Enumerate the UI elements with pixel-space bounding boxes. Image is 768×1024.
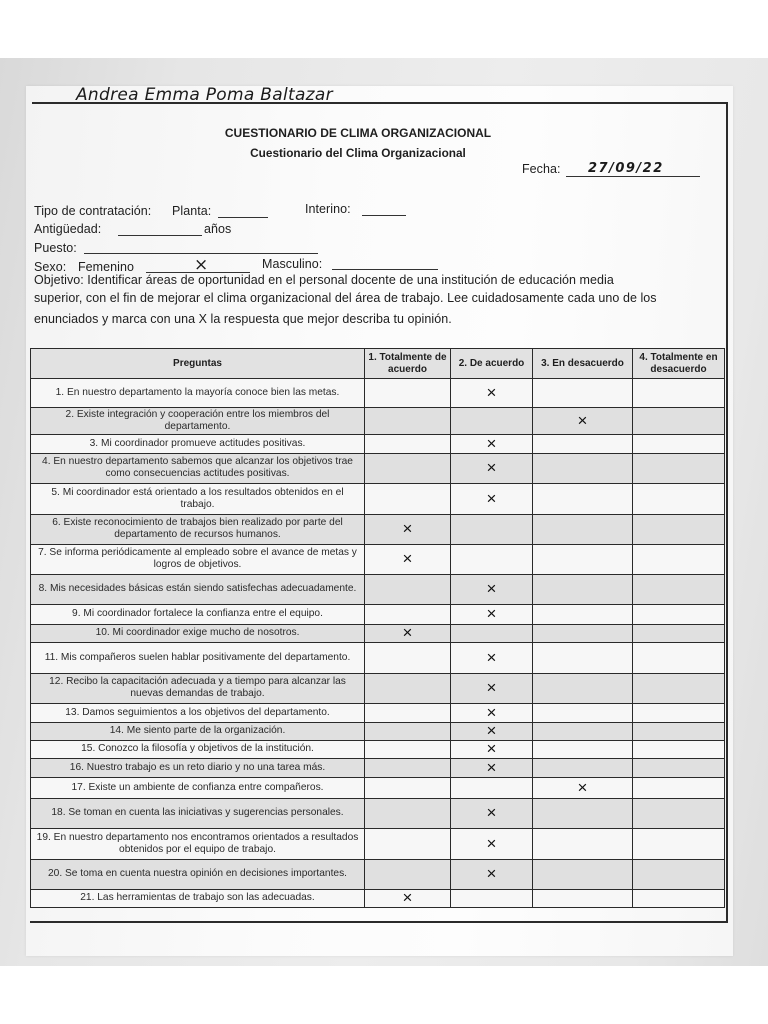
- header-totalmente-en-desacuerdo: 4. Totalmente en desacuerdo: [633, 349, 725, 379]
- answer-cell-option-2[interactable]: [451, 740, 533, 758]
- answer-cell-option-4[interactable]: [633, 453, 725, 483]
- table-row: [31, 673, 725, 703]
- x-mark: ×: [402, 888, 413, 908]
- table-row: [31, 574, 725, 604]
- answer-cell-option-3[interactable]: [533, 642, 633, 673]
- answer-cell-option-3[interactable]: [533, 514, 633, 544]
- masculino-label: Masculino:: [262, 257, 323, 271]
- question-text: 2. Existe integración y cooperación entre los miembros del departamento.: [31, 408, 365, 435]
- answer-cell-option-1[interactable]: [365, 740, 451, 758]
- sexo-label: Sexo:: [34, 260, 67, 274]
- answer-cell-option-4[interactable]: [633, 740, 725, 758]
- fecha-underline: [566, 176, 700, 177]
- answer-cell-option-2[interactable]: [451, 828, 533, 859]
- question-text: 20. Se toma en cuenta nuestra opinión en decisiones importantes.: [31, 859, 365, 889]
- interino-label: Interino:: [305, 202, 351, 216]
- answer-cell-option-2[interactable]: [451, 379, 533, 408]
- question-text: 14. Me siento parte de la organización.: [31, 722, 365, 740]
- table-row: [31, 544, 725, 574]
- answer-cell-option-2[interactable]: [451, 514, 533, 544]
- answer-cell-option-3[interactable]: [533, 408, 633, 435]
- answer-cell-option-1[interactable]: [365, 722, 451, 740]
- question-text: 8. Mis necesidades básicas están siendo satisfechas adecuadamente.: [31, 574, 365, 604]
- answer-cell-option-4[interactable]: [633, 703, 725, 722]
- x-mark: ×: [486, 579, 497, 599]
- answer-cell-option-4[interactable]: [633, 574, 725, 604]
- table-row: [31, 434, 725, 453]
- answer-cell-option-4[interactable]: [633, 673, 725, 703]
- x-mark: ×: [486, 458, 497, 478]
- x-mark: ×: [486, 864, 497, 884]
- answer-cell-option-1[interactable]: [365, 624, 451, 642]
- answer-cell-option-1[interactable]: [365, 758, 451, 777]
- x-mark: ×: [486, 833, 497, 853]
- question-text: 5. Mi coordinador está orientado a los resultados obtenidos en el trabajo.: [31, 483, 365, 514]
- answer-cell-option-1[interactable]: [365, 453, 451, 483]
- question-text: 4. En nuestro departamento sabemos que alcanzar los objetivos trae como consecuencias actitudes positivas.: [31, 453, 365, 483]
- questions-table: [30, 348, 725, 908]
- anos-label: años: [204, 222, 232, 236]
- table-row: [31, 483, 725, 514]
- answer-cell-option-1[interactable]: [365, 514, 451, 544]
- answer-cell-option-2[interactable]: [451, 703, 533, 722]
- question-text: 19. En nuestro departamento nos encontramos orientados a resultados obtenidos por el equipo de trabajo.: [31, 828, 365, 859]
- answer-cell-option-2[interactable]: [451, 642, 533, 673]
- answer-cell-option-1[interactable]: [365, 798, 451, 828]
- answer-cell-option-1[interactable]: [365, 703, 451, 722]
- answer-cell-option-1[interactable]: [365, 889, 451, 907]
- table-row: [31, 740, 725, 758]
- answer-cell-option-2[interactable]: [451, 777, 533, 798]
- x-mark: ×: [486, 433, 497, 453]
- answer-cell-option-2[interactable]: [451, 604, 533, 624]
- question-text: 16. Nuestro trabajo es un reto diario y no una tarea más.: [31, 758, 365, 777]
- answer-cell-option-3[interactable]: [533, 604, 633, 624]
- answer-cell-option-3[interactable]: [533, 859, 633, 889]
- answer-cell-option-1[interactable]: [365, 544, 451, 574]
- objetivo-line-2: superior, con el fin de mejorar el clima organizacional del área de trabajo. Lee cuidadosamente cada uno de los: [34, 291, 657, 305]
- question-text: 13. Damos seguimientos a los objetivos del departamento.: [31, 703, 365, 722]
- x-mark: ×: [577, 777, 588, 797]
- answer-cell-option-1[interactable]: [365, 859, 451, 889]
- answer-cell-option-2[interactable]: [451, 859, 533, 889]
- answer-cell-option-3[interactable]: [533, 740, 633, 758]
- respondent-name: Andrea Emma Poma Baltazar: [76, 85, 333, 105]
- header-preguntas: Preguntas: [31, 349, 365, 379]
- puesto-field[interactable]: [84, 253, 318, 254]
- x-mark: ×: [486, 604, 497, 624]
- x-mark: ×: [486, 757, 497, 777]
- answer-cell-option-4[interactable]: [633, 828, 725, 859]
- question-text: 18. Se toman en cuenta las iniciativas y sugerencias personales.: [31, 798, 365, 828]
- x-mark: ×: [486, 488, 497, 508]
- answer-cell-option-4[interactable]: [633, 434, 725, 453]
- answer-cell-option-2[interactable]: [451, 798, 533, 828]
- frame-right-line: [726, 102, 728, 922]
- answer-cell-option-2[interactable]: [451, 722, 533, 740]
- x-mark: ×: [577, 410, 588, 430]
- frame-bottom-line: [30, 921, 728, 923]
- antiguedad-field[interactable]: [118, 235, 202, 236]
- header-totalmente-de-acuerdo: 1. Totalmente de acuerdo: [365, 349, 451, 379]
- objetivo-line-1: Objetivo: Identificar áreas de oportunidad en el personal docente de una institución de educación media: [34, 273, 614, 287]
- question-text: 7. Se informa periódicamente al empleado sobre el avance de metas y logros de objetivos.: [31, 544, 365, 574]
- document-subtitle: Cuestionario del Clima Organizacional: [250, 146, 466, 160]
- masculino-field[interactable]: [332, 269, 438, 270]
- answer-cell-option-3[interactable]: [533, 722, 633, 740]
- answer-cell-option-3[interactable]: [533, 483, 633, 514]
- fecha-label: Fecha:: [522, 162, 561, 176]
- answer-cell-option-1[interactable]: [365, 434, 451, 453]
- answer-cell-option-1[interactable]: [365, 642, 451, 673]
- question-text: 3. Mi coordinador promueve actitudes positivas.: [31, 434, 365, 453]
- x-mark: ×: [402, 549, 413, 569]
- answer-cell-option-1[interactable]: [365, 379, 451, 408]
- table-row: [31, 828, 725, 859]
- femenino-mark: ×: [194, 255, 209, 275]
- x-mark: ×: [486, 803, 497, 823]
- header-en-desacuerdo: 3. En desacuerdo: [533, 349, 633, 379]
- fecha-value: 27/09/22: [588, 161, 664, 176]
- answer-cell-option-2[interactable]: [451, 758, 533, 777]
- answer-cell-option-4[interactable]: [633, 859, 725, 889]
- tipo-contratacion-label: Tipo de contratación:: [34, 204, 152, 218]
- answer-cell-option-4[interactable]: [633, 514, 725, 544]
- answer-cell-option-3[interactable]: [533, 703, 633, 722]
- answer-cell-option-3[interactable]: [533, 758, 633, 777]
- answer-cell-option-1[interactable]: [365, 777, 451, 798]
- table-row: [31, 859, 725, 889]
- answer-cell-option-2[interactable]: [451, 483, 533, 514]
- question-text: 12. Recibo la capacitación adecuada y a tiempo para alcanzar las nuevas demandas de trabajo.: [31, 673, 365, 703]
- femenino-label: Femenino: [78, 260, 134, 274]
- question-text: 6. Existe reconocimiento de trabajos bien realizado por parte del departamento de recursos humanos.: [31, 514, 365, 544]
- table-row: [31, 703, 725, 722]
- answer-cell-option-2[interactable]: [451, 544, 533, 574]
- table-row: [31, 889, 725, 907]
- table-row: [31, 408, 725, 435]
- answer-cell-option-1[interactable]: [365, 604, 451, 624]
- header-de-acuerdo: 2. De acuerdo: [451, 349, 533, 379]
- question-text: 9. Mi coordinador fortalece la confianza entre el equipo.: [31, 604, 365, 624]
- answer-cell-option-2[interactable]: [451, 673, 533, 703]
- answer-cell-option-2[interactable]: [451, 574, 533, 604]
- x-mark: ×: [486, 678, 497, 698]
- table-row: [31, 777, 725, 798]
- question-text: 21. Las herramientas de trabajo son las adecuadas.: [31, 889, 365, 907]
- answer-cell-option-1[interactable]: [365, 483, 451, 514]
- answer-cell-option-3[interactable]: [533, 624, 633, 642]
- answer-cell-option-4[interactable]: [633, 379, 725, 408]
- table-row: [31, 758, 725, 777]
- answer-cell-option-2[interactable]: [451, 624, 533, 642]
- x-mark: ×: [486, 647, 497, 667]
- question-text: 11. Mis compañeros suelen hablar positivamente del departamento.: [31, 642, 365, 673]
- table-row: [31, 722, 725, 740]
- answer-cell-option-4[interactable]: [633, 798, 725, 828]
- answer-cell-option-2[interactable]: [451, 889, 533, 907]
- answer-cell-option-3[interactable]: [533, 889, 633, 907]
- x-mark: ×: [402, 519, 413, 539]
- answer-cell-option-2[interactable]: [451, 434, 533, 453]
- answer-cell-option-1[interactable]: [365, 673, 451, 703]
- x-mark: ×: [486, 383, 497, 402]
- answer-cell-option-4[interactable]: [633, 544, 725, 574]
- question-text: 15. Conozco la filosofía y objetivos de la institución.: [31, 740, 365, 758]
- answer-cell-option-1[interactable]: [365, 828, 451, 859]
- planta-label: Planta:: [172, 204, 212, 218]
- answer-cell-option-4[interactable]: [633, 758, 725, 777]
- question-text: 17. Existe un ambiente de confianza entre compañeros.: [31, 777, 365, 798]
- table-row: [31, 624, 725, 642]
- puesto-label: Puesto:: [34, 241, 77, 255]
- table-row: [31, 642, 725, 673]
- answer-cell-option-3[interactable]: [533, 574, 633, 604]
- answer-cell-option-4[interactable]: [633, 624, 725, 642]
- answer-cell-option-3[interactable]: [533, 544, 633, 574]
- answer-cell-option-4[interactable]: [633, 642, 725, 673]
- answer-cell-option-4[interactable]: [633, 722, 725, 740]
- answer-cell-option-4[interactable]: [633, 604, 725, 624]
- answer-cell-option-4[interactable]: [633, 483, 725, 514]
- answer-cell-option-3[interactable]: [533, 434, 633, 453]
- interino-field[interactable]: [362, 215, 406, 216]
- answer-cell-option-4[interactable]: [633, 777, 725, 798]
- table-row: [31, 514, 725, 544]
- answer-cell-option-3[interactable]: [533, 798, 633, 828]
- question-text: 1. En nuestro departamento la mayoría conoce bien las metas.: [31, 379, 365, 408]
- answer-cell-option-3[interactable]: [533, 673, 633, 703]
- antiguedad-label: Antigüedad:: [34, 222, 102, 236]
- answer-cell-option-3[interactable]: [533, 777, 633, 798]
- table-row: [31, 379, 725, 408]
- objetivo-line-3: enunciados y marca con una X la respuesta que mejor describa tu opinión.: [34, 312, 452, 326]
- table-row: [31, 604, 725, 624]
- table-row: [31, 798, 725, 828]
- answer-cell-option-2[interactable]: [451, 408, 533, 435]
- x-mark: ×: [486, 739, 497, 759]
- answer-cell-option-4[interactable]: [633, 889, 725, 907]
- answer-cell-option-4[interactable]: [633, 408, 725, 435]
- answer-cell-option-3[interactable]: [533, 828, 633, 859]
- answer-cell-option-1[interactable]: [365, 574, 451, 604]
- planta-field[interactable]: [218, 217, 268, 218]
- table-row: [31, 453, 725, 483]
- x-mark: ×: [486, 702, 497, 722]
- answer-cell-option-3[interactable]: [533, 453, 633, 483]
- answer-cell-option-3[interactable]: [533, 379, 633, 408]
- document-title: CUESTIONARIO DE CLIMA ORGANIZACIONAL: [224, 126, 492, 140]
- x-mark: ×: [486, 721, 497, 741]
- answer-cell-option-2[interactable]: [451, 453, 533, 483]
- answer-cell-option-1[interactable]: [365, 408, 451, 435]
- question-text: 10. Mi coordinador exige mucho de nosotros.: [31, 624, 365, 642]
- x-mark: ×: [402, 623, 413, 643]
